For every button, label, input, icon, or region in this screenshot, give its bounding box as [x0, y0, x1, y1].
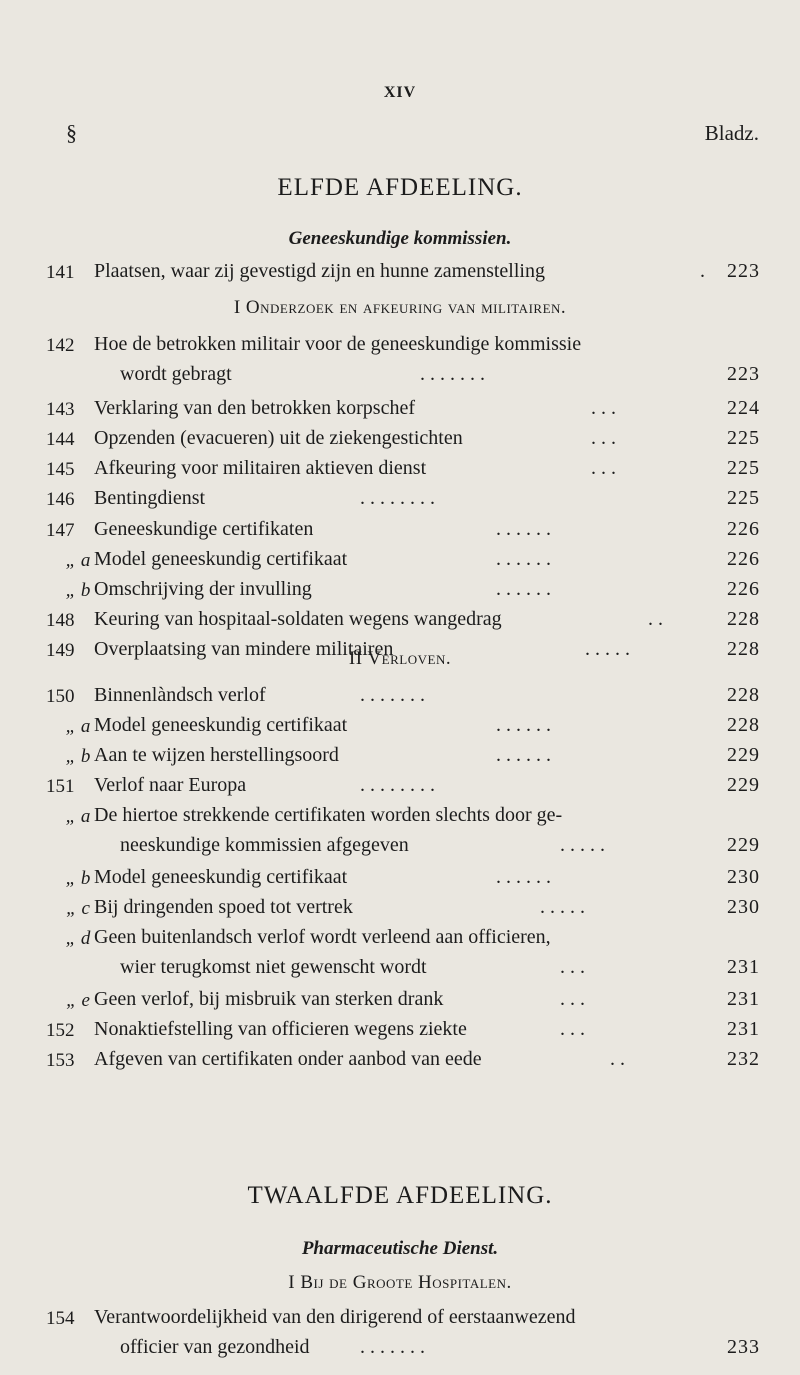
- entry-number: 150: [46, 686, 75, 707]
- entry-text: Afgeven van certifikaten onder aanbod van eede: [94, 1048, 482, 1070]
- entry-page: 225: [727, 487, 760, 509]
- entry-dots: . . .: [591, 427, 616, 449]
- entry-dots: . . . . . .: [496, 714, 551, 736]
- entry-page: 230: [727, 896, 760, 918]
- entry-dots: . . . . . . .: [360, 684, 425, 706]
- entry-dots: . . . . .: [540, 896, 585, 918]
- entry-dots: . . .: [560, 1018, 585, 1040]
- entry-page: 226: [727, 518, 760, 540]
- section-subtitle: Pharmaceutische Dienst.: [301, 1238, 499, 1259]
- subsection-title: I Bij de Groote Hospitalen.: [288, 1272, 512, 1293]
- entry-text-continued: wier terugkomst niet gewenscht wordt: [120, 956, 427, 978]
- entry-number: „ e: [66, 990, 90, 1011]
- entry-text: Model geneeskundig certifikaat: [94, 714, 348, 736]
- entry-page: 225: [727, 457, 760, 479]
- entry-dots: . .: [610, 1048, 625, 1070]
- entry-dots: . . . . .: [560, 834, 605, 856]
- entry-number: 141: [46, 262, 75, 283]
- entry-dots: . . . . . .: [496, 518, 551, 540]
- entry-text: Verklaring van den betrokken korpschef: [94, 397, 415, 419]
- entry-dots: . . . . . .: [496, 744, 551, 766]
- entry-page: 228: [727, 638, 760, 660]
- entry-text-continued: wordt gebragt: [120, 363, 232, 385]
- entry-number: „ d: [65, 928, 91, 949]
- entry-page: 228: [727, 608, 760, 630]
- section-symbol-header: §: [66, 120, 77, 145]
- entry-page: 226: [727, 578, 760, 600]
- entry-dots: . . . . .: [585, 638, 630, 660]
- entry-number: 144: [46, 429, 75, 450]
- page-roman-numeral: XIV: [383, 84, 417, 101]
- entry-page: 223: [727, 363, 760, 385]
- entry-number: „ a: [65, 550, 91, 571]
- entry-text: Hoe de betrokken militair voor de geneeskundige kommissie: [94, 333, 582, 355]
- entry-text: Verlof naar Europa: [94, 774, 247, 796]
- entry-page: 232: [727, 1048, 760, 1070]
- entry-dots: . .: [648, 608, 663, 630]
- entry-dots: . . . . . . . .: [360, 487, 435, 509]
- entry-text: Plaatsen, waar zij gevestigd zijn en hunne zamenstelling: [94, 260, 545, 282]
- entry-number: 147: [46, 520, 75, 541]
- entry-text: Geen verlof, bij misbruik van sterken drank: [94, 988, 444, 1010]
- entry-text-continued: neeskundige kommissien afgegeven: [120, 834, 409, 856]
- entry-number: „ b: [65, 868, 91, 889]
- entry-text: Nonaktiefstelling van officieren wegens ziekte: [94, 1018, 467, 1040]
- entry-page: 231: [727, 1018, 760, 1040]
- entry-dots: . . . . . .: [496, 548, 551, 570]
- entry-number: 148: [46, 610, 75, 631]
- section-title: ELFDE AFDEELING.: [277, 174, 523, 201]
- entry-number: 145: [46, 459, 75, 480]
- entry-page: 230: [727, 866, 760, 888]
- entry-dots: . . . . . . . .: [360, 774, 435, 796]
- subsection-title: II Verloven.: [348, 648, 452, 669]
- entry-dots: . . . . . . .: [420, 363, 485, 385]
- entry-number: „ b: [65, 580, 91, 601]
- entry-page: 223: [727, 260, 760, 282]
- entry-number: 152: [46, 1020, 75, 1041]
- entry-page: 225: [727, 427, 760, 449]
- entry-number: „ a: [65, 716, 91, 737]
- entry-number: „ c: [66, 898, 90, 919]
- entry-page: 228: [727, 684, 760, 706]
- entry-text: Model geneeskundig certifikaat: [94, 866, 348, 888]
- entry-dots: . . .: [591, 457, 616, 479]
- entry-dots: . . .: [560, 988, 585, 1010]
- entry-number: 146: [46, 489, 75, 510]
- entry-number: 143: [46, 399, 75, 420]
- entry-number: 142: [46, 335, 75, 356]
- entry-text: Binnenlàndsch verlof: [94, 684, 266, 706]
- entry-dots: . . .: [560, 956, 585, 978]
- entry-number: „ b: [65, 746, 91, 767]
- entry-dots: . . . . . .: [496, 578, 551, 600]
- entry-text: Keuring van hospitaal-soldaten wegens wangedrag: [94, 608, 502, 630]
- entry-page: 224: [727, 397, 760, 419]
- entry-text: Omschrijving der invulling: [94, 578, 312, 600]
- entry-text: Bij dringenden spoed tot vertrek: [94, 896, 353, 918]
- entry-page: 228: [727, 714, 760, 736]
- entry-dots: . . . . . . .: [360, 1336, 425, 1358]
- entry-page: 229: [727, 834, 760, 856]
- entry-text: Afkeuring voor militairen aktieven dienst: [94, 457, 427, 479]
- entry-text: Verantwoordelijkheid van den dirigerend of eerstaanwezend: [94, 1306, 576, 1328]
- entry-text-continued: officier van gezondheid: [120, 1336, 310, 1358]
- entry-text: Overplaatsing van mindere militairen: [94, 638, 394, 660]
- subsection-title: I Onderzoek en afkeuring van militairen.: [233, 297, 567, 318]
- entry-dots: .: [700, 260, 705, 282]
- entry-number: 153: [46, 1050, 75, 1071]
- entry-page: 229: [727, 744, 760, 766]
- entry-dots: . . .: [591, 397, 616, 419]
- entry-number: „ a: [65, 806, 91, 827]
- entry-page: 233: [727, 1336, 760, 1358]
- entry-page: 231: [727, 988, 760, 1010]
- entry-number: 149: [46, 640, 75, 661]
- entry-text: Aan te wijzen herstellingsoord: [94, 744, 339, 766]
- entry-dots: . . . . . .: [496, 866, 551, 888]
- entry-page: 226: [727, 548, 760, 570]
- entry-text: Geneeskundige certifikaten: [94, 518, 314, 540]
- entry-page: 229: [727, 774, 760, 796]
- entry-text: Geen buitenlandsch verlof wordt verleend aan officieren,: [94, 926, 551, 948]
- entry-text: Model geneeskundig certifikaat: [94, 548, 348, 570]
- entry-page: 231: [727, 956, 760, 978]
- entry-number: 151: [46, 776, 75, 797]
- entry-number: 154: [46, 1308, 75, 1329]
- page-column-header: Bladz.: [704, 121, 759, 145]
- entry-text: Bentingdienst: [94, 487, 206, 509]
- section-title: TWAALFDE AFDEELING.: [247, 1182, 553, 1209]
- entry-text: De hiertoe strekkende certifikaten worden slechts door ge-: [94, 804, 563, 826]
- entry-text: Opzenden (evacueren) uit de ziekengestichten: [94, 427, 463, 449]
- section-subtitle: Geneeskundige kommissien.: [288, 228, 512, 249]
